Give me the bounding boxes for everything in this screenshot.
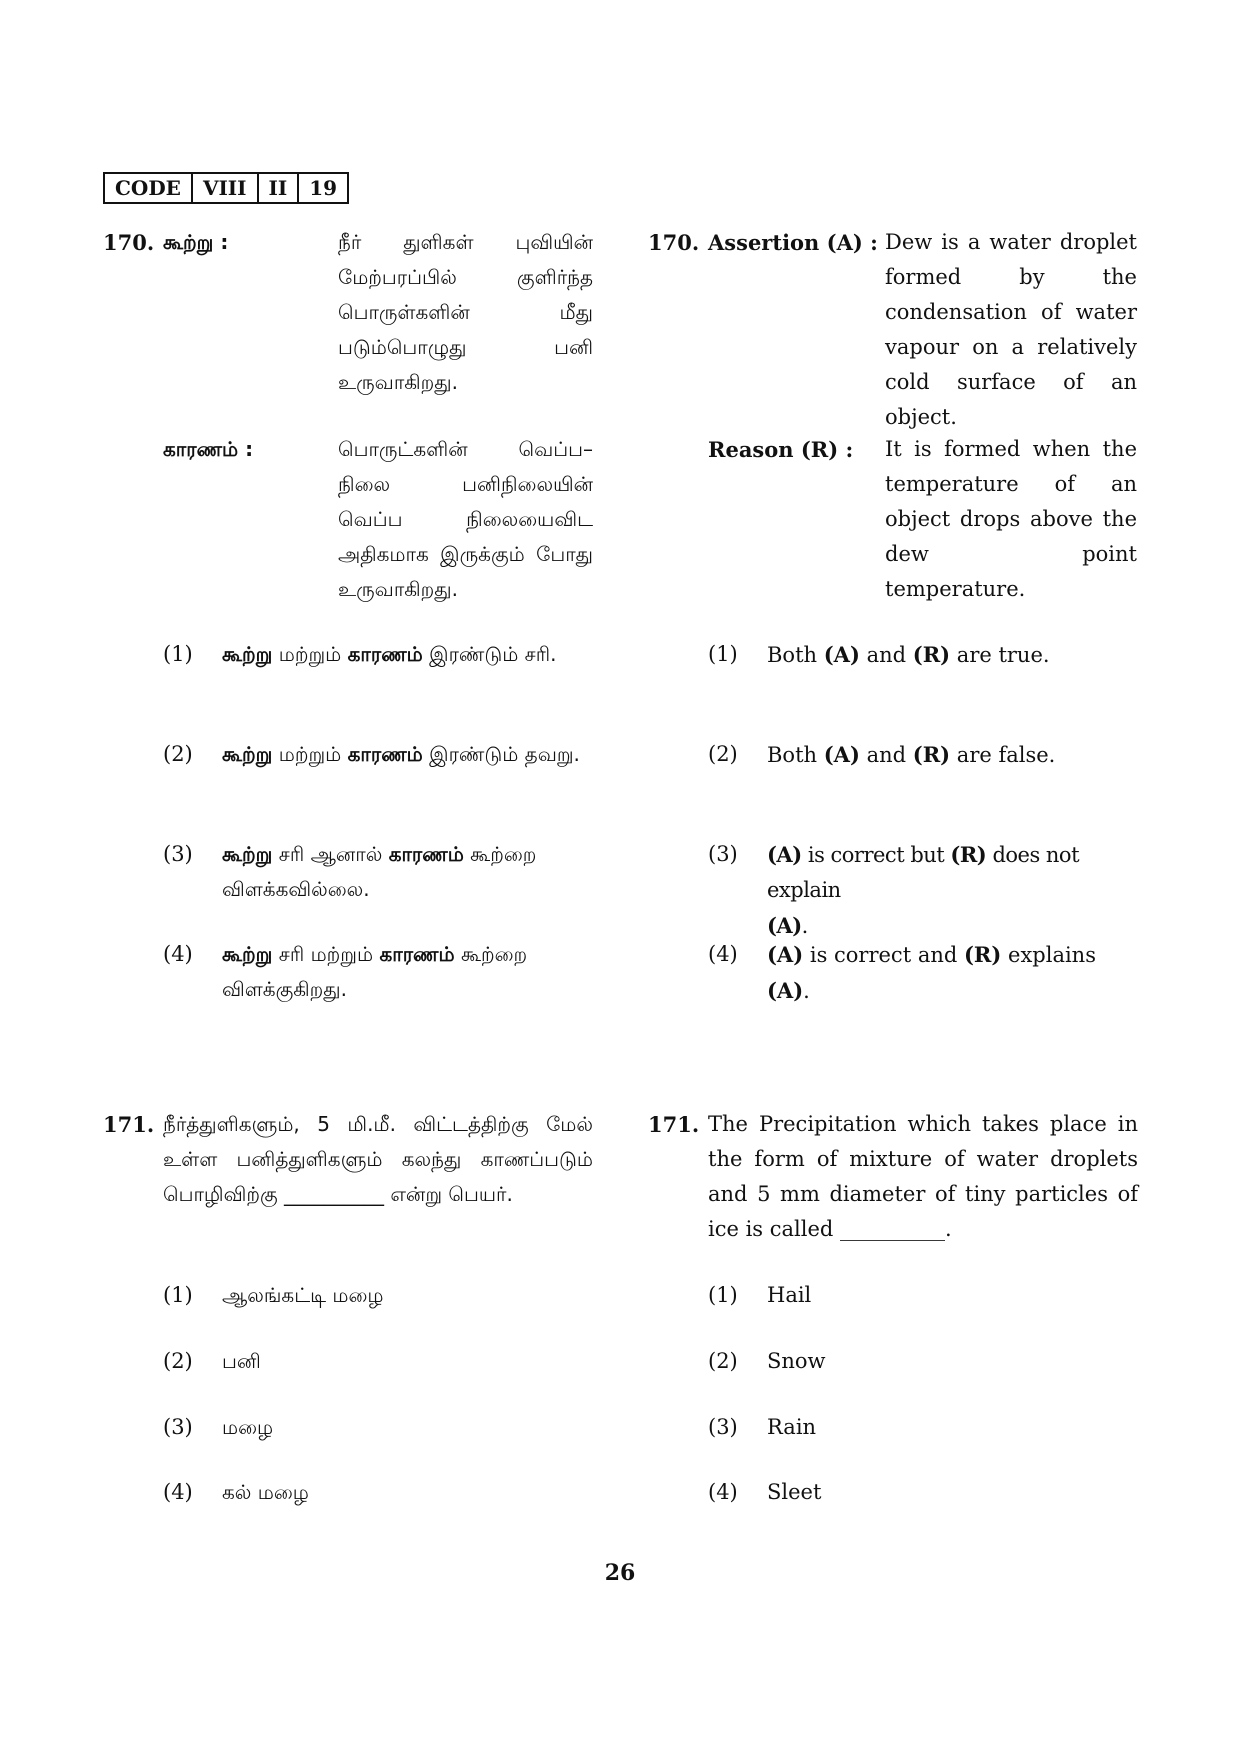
word-is-correct-but: is correct but — [807, 843, 945, 867]
q171-opt3-en: Rain — [767, 1415, 817, 1439]
term-r: (R) — [912, 642, 951, 667]
term-r: (R) — [912, 742, 951, 767]
opt1-mid: மற்றும் — [278, 642, 342, 666]
opt3-mid: சரி ஆனால் — [278, 842, 383, 866]
q171-opt4-en: Sleet — [767, 1480, 822, 1504]
word-explains: explains — [1008, 943, 1096, 967]
q171-opt1-en: Hail — [767, 1283, 812, 1307]
code-section: II — [259, 174, 300, 202]
q171-opt4-num-ta: (4) — [163, 1480, 193, 1504]
q171-opt2-ta: பனி — [222, 1349, 261, 1373]
q171-opt3-ta: மழை — [222, 1415, 274, 1439]
q171-question-en: The Precipitation which takes place in the form of mixture of water droplets and 5 mm diameter of tiny particles of ice is called __________. — [708, 1112, 1138, 1241]
opt1-end: இரண்டும் சரி. — [429, 642, 557, 666]
q170-opt4-num-ta: (4) — [163, 942, 193, 966]
kootru-term: கூற்று — [222, 942, 273, 966]
q170-opt1-num-en: (1) — [708, 642, 738, 666]
word-both: Both — [767, 743, 818, 767]
kootru-term: கூற்று — [222, 842, 273, 866]
q170-opt4-en — [767, 937, 1142, 1009]
q170-opt3-num-en: (3) — [708, 842, 738, 866]
word-are-false: are false. — [956, 743, 1056, 767]
word-and: and — [866, 643, 907, 667]
q170-opt4-num-en: (4) — [708, 942, 738, 966]
karanam-term: காரணம் — [379, 942, 455, 966]
term-a: (A) — [767, 842, 802, 867]
q171-number-en: 171. — [648, 1112, 700, 1137]
q170-opt1-ta — [222, 637, 592, 672]
word-is-correct-and: is correct and — [809, 943, 958, 967]
period: . — [803, 979, 810, 1003]
q170-opt2-num-ta: (2) — [163, 742, 193, 766]
term-a: (A) — [767, 942, 804, 967]
q171-number-ta: 171. — [103, 1112, 155, 1137]
q170-reason-label-en: Reason (R) : — [708, 437, 854, 462]
q170-assertion-label-en: Assertion (A) : — [708, 230, 878, 255]
q170-number-en: 170. — [648, 230, 700, 255]
q171-opt1-num-en: (1) — [708, 1283, 738, 1307]
code-year: 19 — [309, 176, 338, 200]
q170-opt2-num-en: (2) — [708, 742, 738, 766]
term-a: (A) — [823, 642, 860, 667]
word-both: Both — [767, 643, 818, 667]
q170-opt3-en — [767, 837, 1142, 944]
q170-assertion-label-ta: கூற்று : — [163, 230, 229, 254]
q170-assertion-text-ta: நீர் துளிகள் புவியின் மேற்பரப்பில் குளிர்ந்த பொருள்களின் மீது படும்பொழுது பனி உருவாகிறது. — [338, 230, 593, 394]
q170-opt2-en — [767, 737, 1142, 773]
q170-opt3-ta — [222, 837, 592, 907]
q171-opt4-num-en: (4) — [708, 1480, 738, 1504]
word-are-true: are true. — [956, 643, 1050, 667]
q170-opt2-ta — [222, 737, 592, 772]
opt4-end: கூற்றை விளக்குகிறது. — [222, 942, 528, 1001]
term-a: (A) — [767, 978, 804, 1003]
q171-opt2-num-en: (2) — [708, 1349, 738, 1373]
karanam-term: காரணம் — [347, 642, 423, 666]
q171-opt1-ta: ஆலங்கட்டி மழை — [222, 1283, 384, 1307]
q170-assertion-text-en: Dew is a water droplet formed by the condensation of water vapour on a relatively cold surface of an object. — [885, 230, 1137, 429]
opt3-end: கூற்றை விளக்கவில்லை. — [222, 842, 537, 901]
q170-opt1-num-ta: (1) — [163, 642, 193, 666]
q170-reason-text-en: It is formed when the temperature of an object drops above the dew point temperature. — [885, 437, 1137, 601]
code-label: CODE — [105, 174, 193, 202]
q170-opt3-num-ta: (3) — [163, 842, 193, 866]
opt2-mid: மற்றும் — [278, 742, 342, 766]
q170-number-ta: 170. — [103, 230, 155, 255]
q171-opt2-num-ta: (2) — [163, 1349, 193, 1373]
word-and: and — [866, 743, 907, 767]
q171-opt2-en: Snow — [767, 1349, 826, 1373]
q170-reason-text-ta: பொருட்களின் வெப்ப– நிலை பனிநிலையின் வெப்ப நிலையைவிட அதிகமாக இருக்கும் போது உருவாகிறது. — [338, 437, 593, 601]
q171-question-ta: நீர்த்துளிகளும், 5 மி.மீ. விட்டத்திற்கு மேல் உள்ள பனித்துளிகளும் கலந்து காணப்படும் பொழிவிற்கு __________ என்று பெயர். — [163, 1112, 593, 1206]
kootru-term: கூற்று — [222, 742, 273, 766]
term-r: (R) — [950, 842, 987, 867]
karanam-term: காரணம் — [347, 742, 423, 766]
term-a: (A) — [823, 742, 860, 767]
kootru-term: கூற்று — [222, 642, 273, 666]
q170-opt4-ta — [222, 937, 592, 1007]
karanam-term: காரணம் — [388, 842, 464, 866]
term-a: (A) — [767, 913, 802, 938]
code-box — [103, 172, 349, 204]
q170-opt1-en — [767, 637, 1142, 673]
q171-opt3-num-ta: (3) — [163, 1415, 193, 1439]
word-does-not-explain: does not explain — [767, 843, 1080, 902]
q171-opt3-num-en: (3) — [708, 1415, 738, 1439]
q171-opt1-num-ta: (1) — [163, 1283, 193, 1307]
opt2-end: இரண்டும் தவறு. — [429, 742, 580, 766]
period: . — [801, 914, 808, 938]
q171-opt4-ta: கல் மழை — [222, 1480, 309, 1504]
opt4-mid: சரி மற்றும் — [278, 942, 374, 966]
code-class: VIII — [193, 174, 259, 202]
term-r: (R) — [964, 942, 1002, 967]
q170-reason-label-ta: காரணம் : — [163, 437, 254, 461]
page-number: 26 — [604, 1560, 636, 1586]
